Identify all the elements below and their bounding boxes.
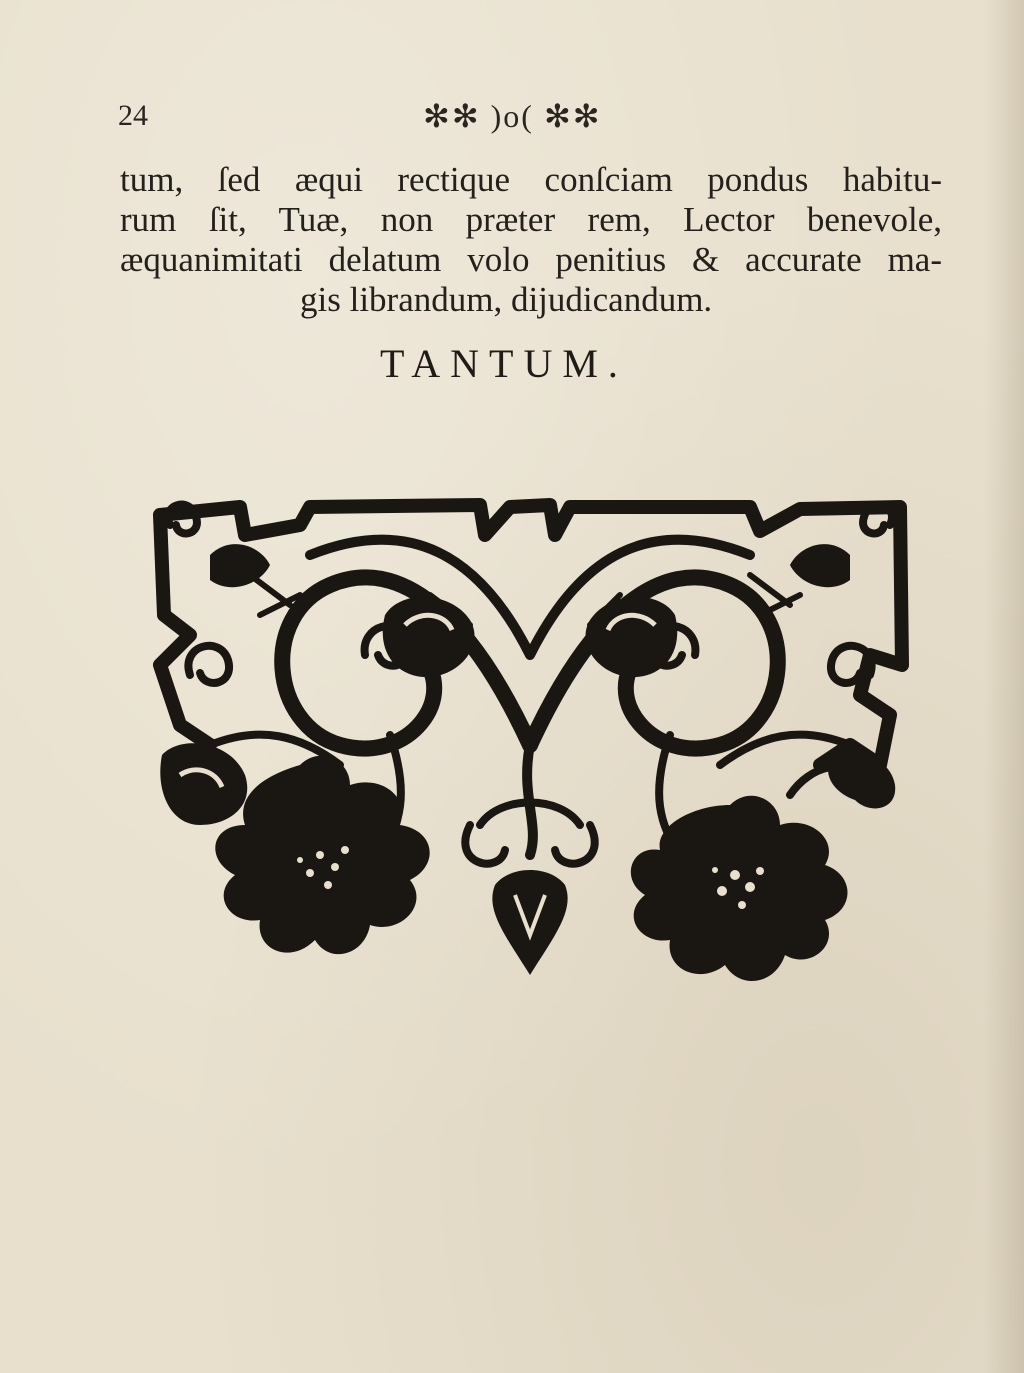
text-line: rum ſit, Tuæ, non præter rem, Lector benevole, — [120, 200, 942, 239]
page-number: 24 — [118, 99, 148, 132]
running-head: ✻✻ )o( ✻✻ — [423, 98, 602, 134]
text-line: tum, ſed æqui rectique conſciam pondus habitu- — [120, 160, 942, 199]
text-line: æquanimitati delatum volo penitius & accurate ma- — [120, 240, 942, 279]
floral-woodcut-icon — [150, 495, 910, 1005]
text-line: gis librandum, dijudicandum. — [300, 280, 713, 319]
page-header — [118, 97, 918, 141]
page-edge-shadow — [984, 0, 1024, 1373]
body-text — [120, 160, 942, 320]
closing-word: TANTUM. — [380, 341, 628, 386]
